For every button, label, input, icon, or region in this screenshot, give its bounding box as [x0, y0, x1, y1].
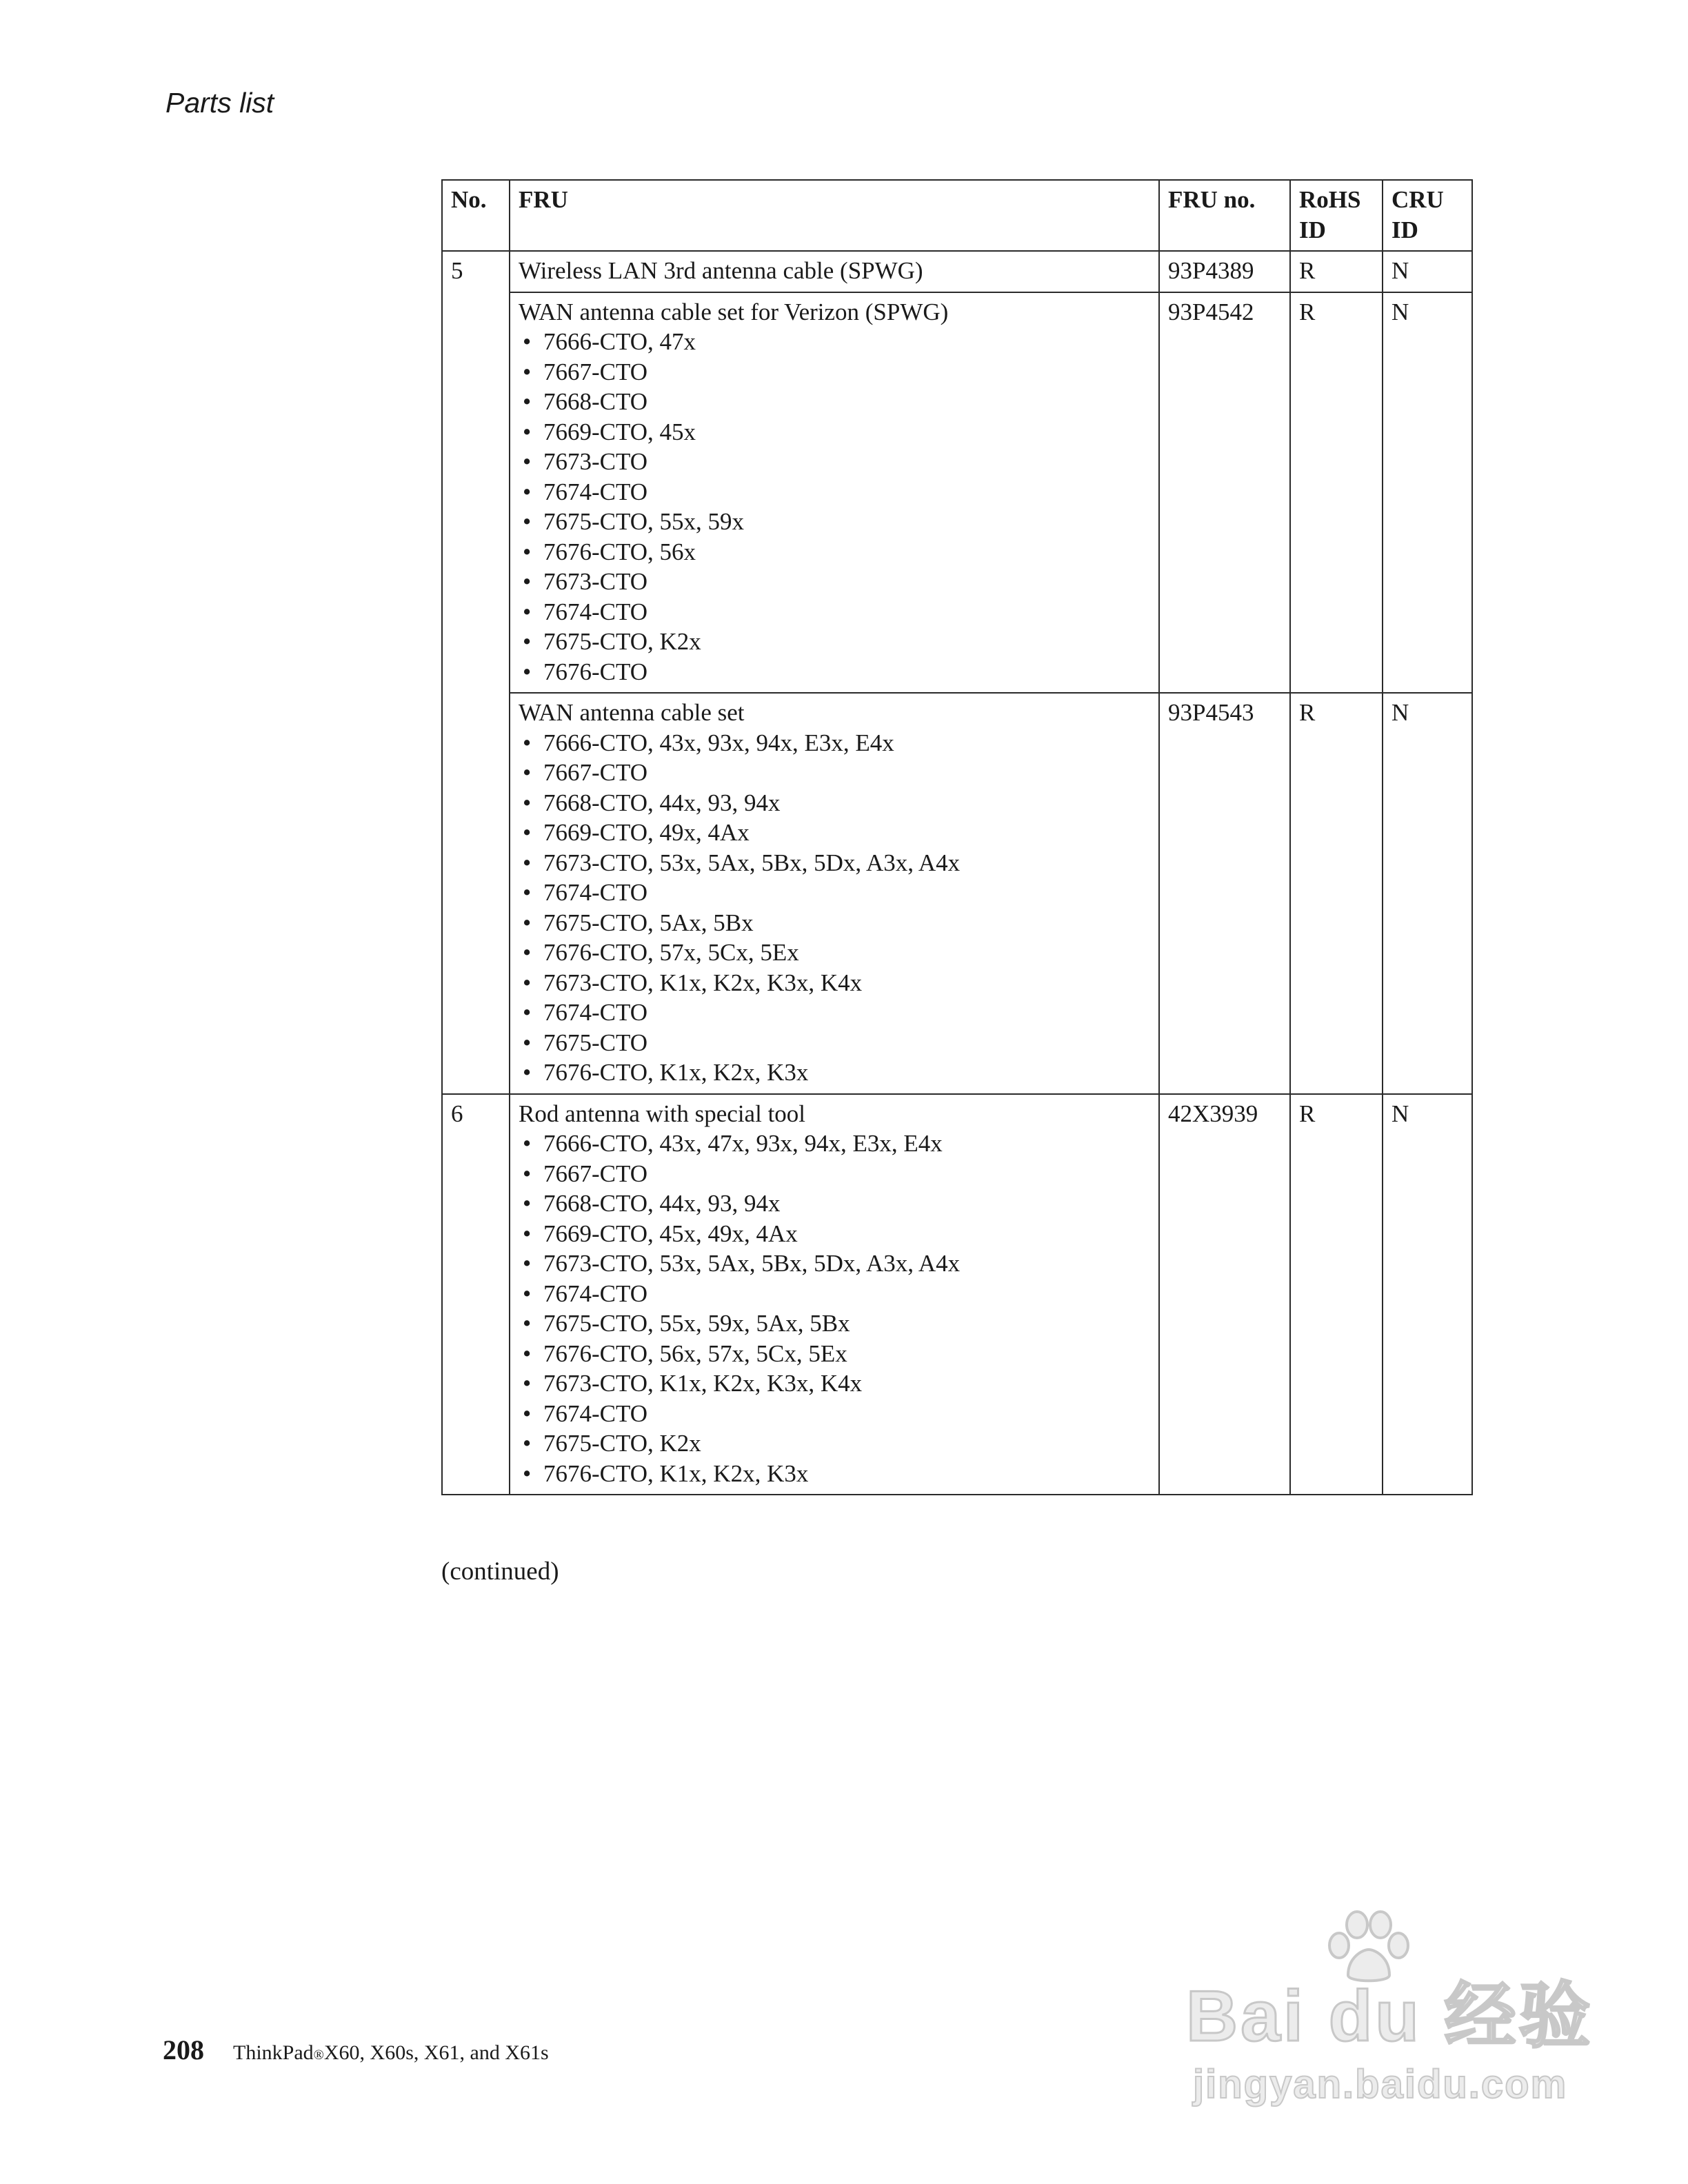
header-no: No.: [442, 180, 510, 251]
continued-note: (continued): [441, 1557, 559, 1586]
model-item: • 7669-CTO, 45x, 49x, 4Ax: [519, 1219, 1150, 1249]
page-number: 208: [163, 2034, 204, 2065]
model-item: • 7673-CTO, 53x, 5Ax, 5Bx, 5Dx, A3x, A4x: [519, 1248, 1150, 1279]
model-item: • 7676-CTO: [519, 657, 1150, 687]
row-fru: [510, 1094, 1159, 1495]
model-item: • 7676-CTO, K1x, K2x, K3x: [519, 1459, 1150, 1489]
row-cru: N: [1383, 1094, 1472, 1495]
row-cru: N: [1383, 292, 1472, 694]
header-rohs-line1: RoHS: [1299, 186, 1361, 213]
section-header: Parts list: [165, 87, 274, 119]
header-cru-line1: CRU: [1391, 186, 1444, 213]
model-list: [519, 728, 1150, 1088]
model-item: • 7676-CTO, K1x, K2x, K3x: [519, 1058, 1150, 1088]
header-fru-no: FRU no.: [1159, 180, 1290, 251]
row-cru: N: [1383, 251, 1472, 292]
model-item: • 7666-CTO, 47x: [519, 327, 1150, 357]
row-fru-no: 93P4542: [1159, 292, 1290, 694]
model-item: • 7667-CTO: [519, 357, 1150, 387]
model-item: • 7666-CTO, 43x, 47x, 93x, 94x, E3x, E4x: [519, 1129, 1150, 1159]
model-item: • 7674-CTO: [519, 878, 1150, 908]
model-item: • 7674-CTO: [519, 1399, 1150, 1429]
row-rohs: R: [1290, 693, 1383, 1094]
model-item: • 7667-CTO: [519, 1159, 1150, 1189]
model-item: • 7668-CTO: [519, 387, 1150, 417]
footer-models: X60, X60s, X61, and X61s: [323, 2041, 549, 2064]
model-item: • 7675-CTO, 5Ax, 5Bx: [519, 908, 1150, 938]
table-row: [442, 292, 1472, 694]
registered-mark: ®: [313, 2048, 324, 2063]
row-fru: [510, 693, 1159, 1094]
model-item: • 7675-CTO, 55x, 59x, 5Ax, 5Bx: [519, 1308, 1150, 1339]
row-no: [442, 693, 510, 1094]
row-no: 6: [442, 1094, 510, 1495]
model-list: [519, 1129, 1150, 1488]
fru-description: WAN antenna cable set for Verizon (SPWG): [519, 298, 949, 325]
model-item: • 7673-CTO, 53x, 5Ax, 5Bx, 5Dx, A3x, A4x: [519, 848, 1150, 878]
model-item: • 7674-CTO: [519, 1279, 1150, 1309]
table-header-row: [442, 180, 1472, 251]
model-item: • 7675-CTO, K2x: [519, 1428, 1150, 1459]
model-item: • 7674-CTO: [519, 998, 1150, 1028]
row-rohs: R: [1290, 292, 1383, 694]
model-item: • 7676-CTO, 56x: [519, 537, 1150, 567]
row-fru-no: 93P4389: [1159, 251, 1290, 292]
model-item: • 7668-CTO, 44x, 93, 94x: [519, 788, 1150, 818]
model-item: • 7673-CTO, K1x, K2x, K3x, K4x: [519, 1368, 1150, 1399]
model-item: • 7666-CTO, 43x, 93x, 94x, E3x, E4x: [519, 728, 1150, 758]
row-fru: [510, 292, 1159, 694]
row-rohs: R: [1290, 1094, 1383, 1495]
header-cru-id: [1383, 180, 1472, 251]
row-no: 5: [442, 251, 510, 292]
model-item: • 7669-CTO, 45x: [519, 417, 1150, 447]
parts-table: [441, 179, 1473, 1495]
model-item: • 7669-CTO, 49x, 4Ax: [519, 818, 1150, 848]
model-item: • 7673-CTO: [519, 447, 1150, 477]
row-cru: N: [1383, 693, 1472, 1094]
model-item: • 7673-CTO: [519, 567, 1150, 597]
model-item: • 7674-CTO: [519, 477, 1150, 507]
row-fru: [510, 251, 1159, 292]
row-fru-no: 93P4543: [1159, 693, 1290, 1094]
model-item: • 7675-CTO, 55x, 59x: [519, 507, 1150, 537]
model-item: • 7668-CTO, 44x, 93, 94x: [519, 1189, 1150, 1219]
header-cru-line2: ID: [1391, 216, 1418, 243]
row-rohs: R: [1290, 251, 1383, 292]
fru-description: Wireless LAN 3rd antenna cable (SPWG): [519, 257, 923, 284]
header-rohs-id: [1290, 180, 1383, 251]
table-row: [442, 1094, 1472, 1495]
footer-product: ThinkPad: [233, 2041, 314, 2064]
model-item: • 7676-CTO, 57x, 5Cx, 5Ex: [519, 938, 1150, 968]
fru-description: WAN antenna cable set: [519, 699, 745, 726]
model-item: • 7675-CTO, K2x: [519, 627, 1150, 657]
fru-description: Rod antenna with special tool: [519, 1100, 806, 1127]
row-fru-no: 42X3939: [1159, 1094, 1290, 1495]
header-fru: FRU: [510, 180, 1159, 251]
model-item: • 7675-CTO: [519, 1028, 1150, 1058]
table-row: [442, 693, 1472, 1094]
watermark-url: jingyan.baidu.com: [1193, 2062, 1568, 2107]
model-item: • 7673-CTO, K1x, K2x, K3x, K4x: [519, 968, 1150, 998]
header-rohs-line2: ID: [1299, 216, 1326, 243]
row-no: [442, 292, 510, 694]
model-list: [519, 327, 1150, 687]
model-item: • 7674-CTO: [519, 597, 1150, 627]
watermark-brand: Bai du 经验: [1186, 1976, 1594, 2056]
watermark: [1186, 1910, 1594, 2144]
model-item: • 7676-CTO, 56x, 57x, 5Cx, 5Ex: [519, 1339, 1150, 1369]
page-footer: [163, 2034, 549, 2066]
model-item: • 7667-CTO: [519, 758, 1150, 788]
table-row: [442, 251, 1472, 292]
